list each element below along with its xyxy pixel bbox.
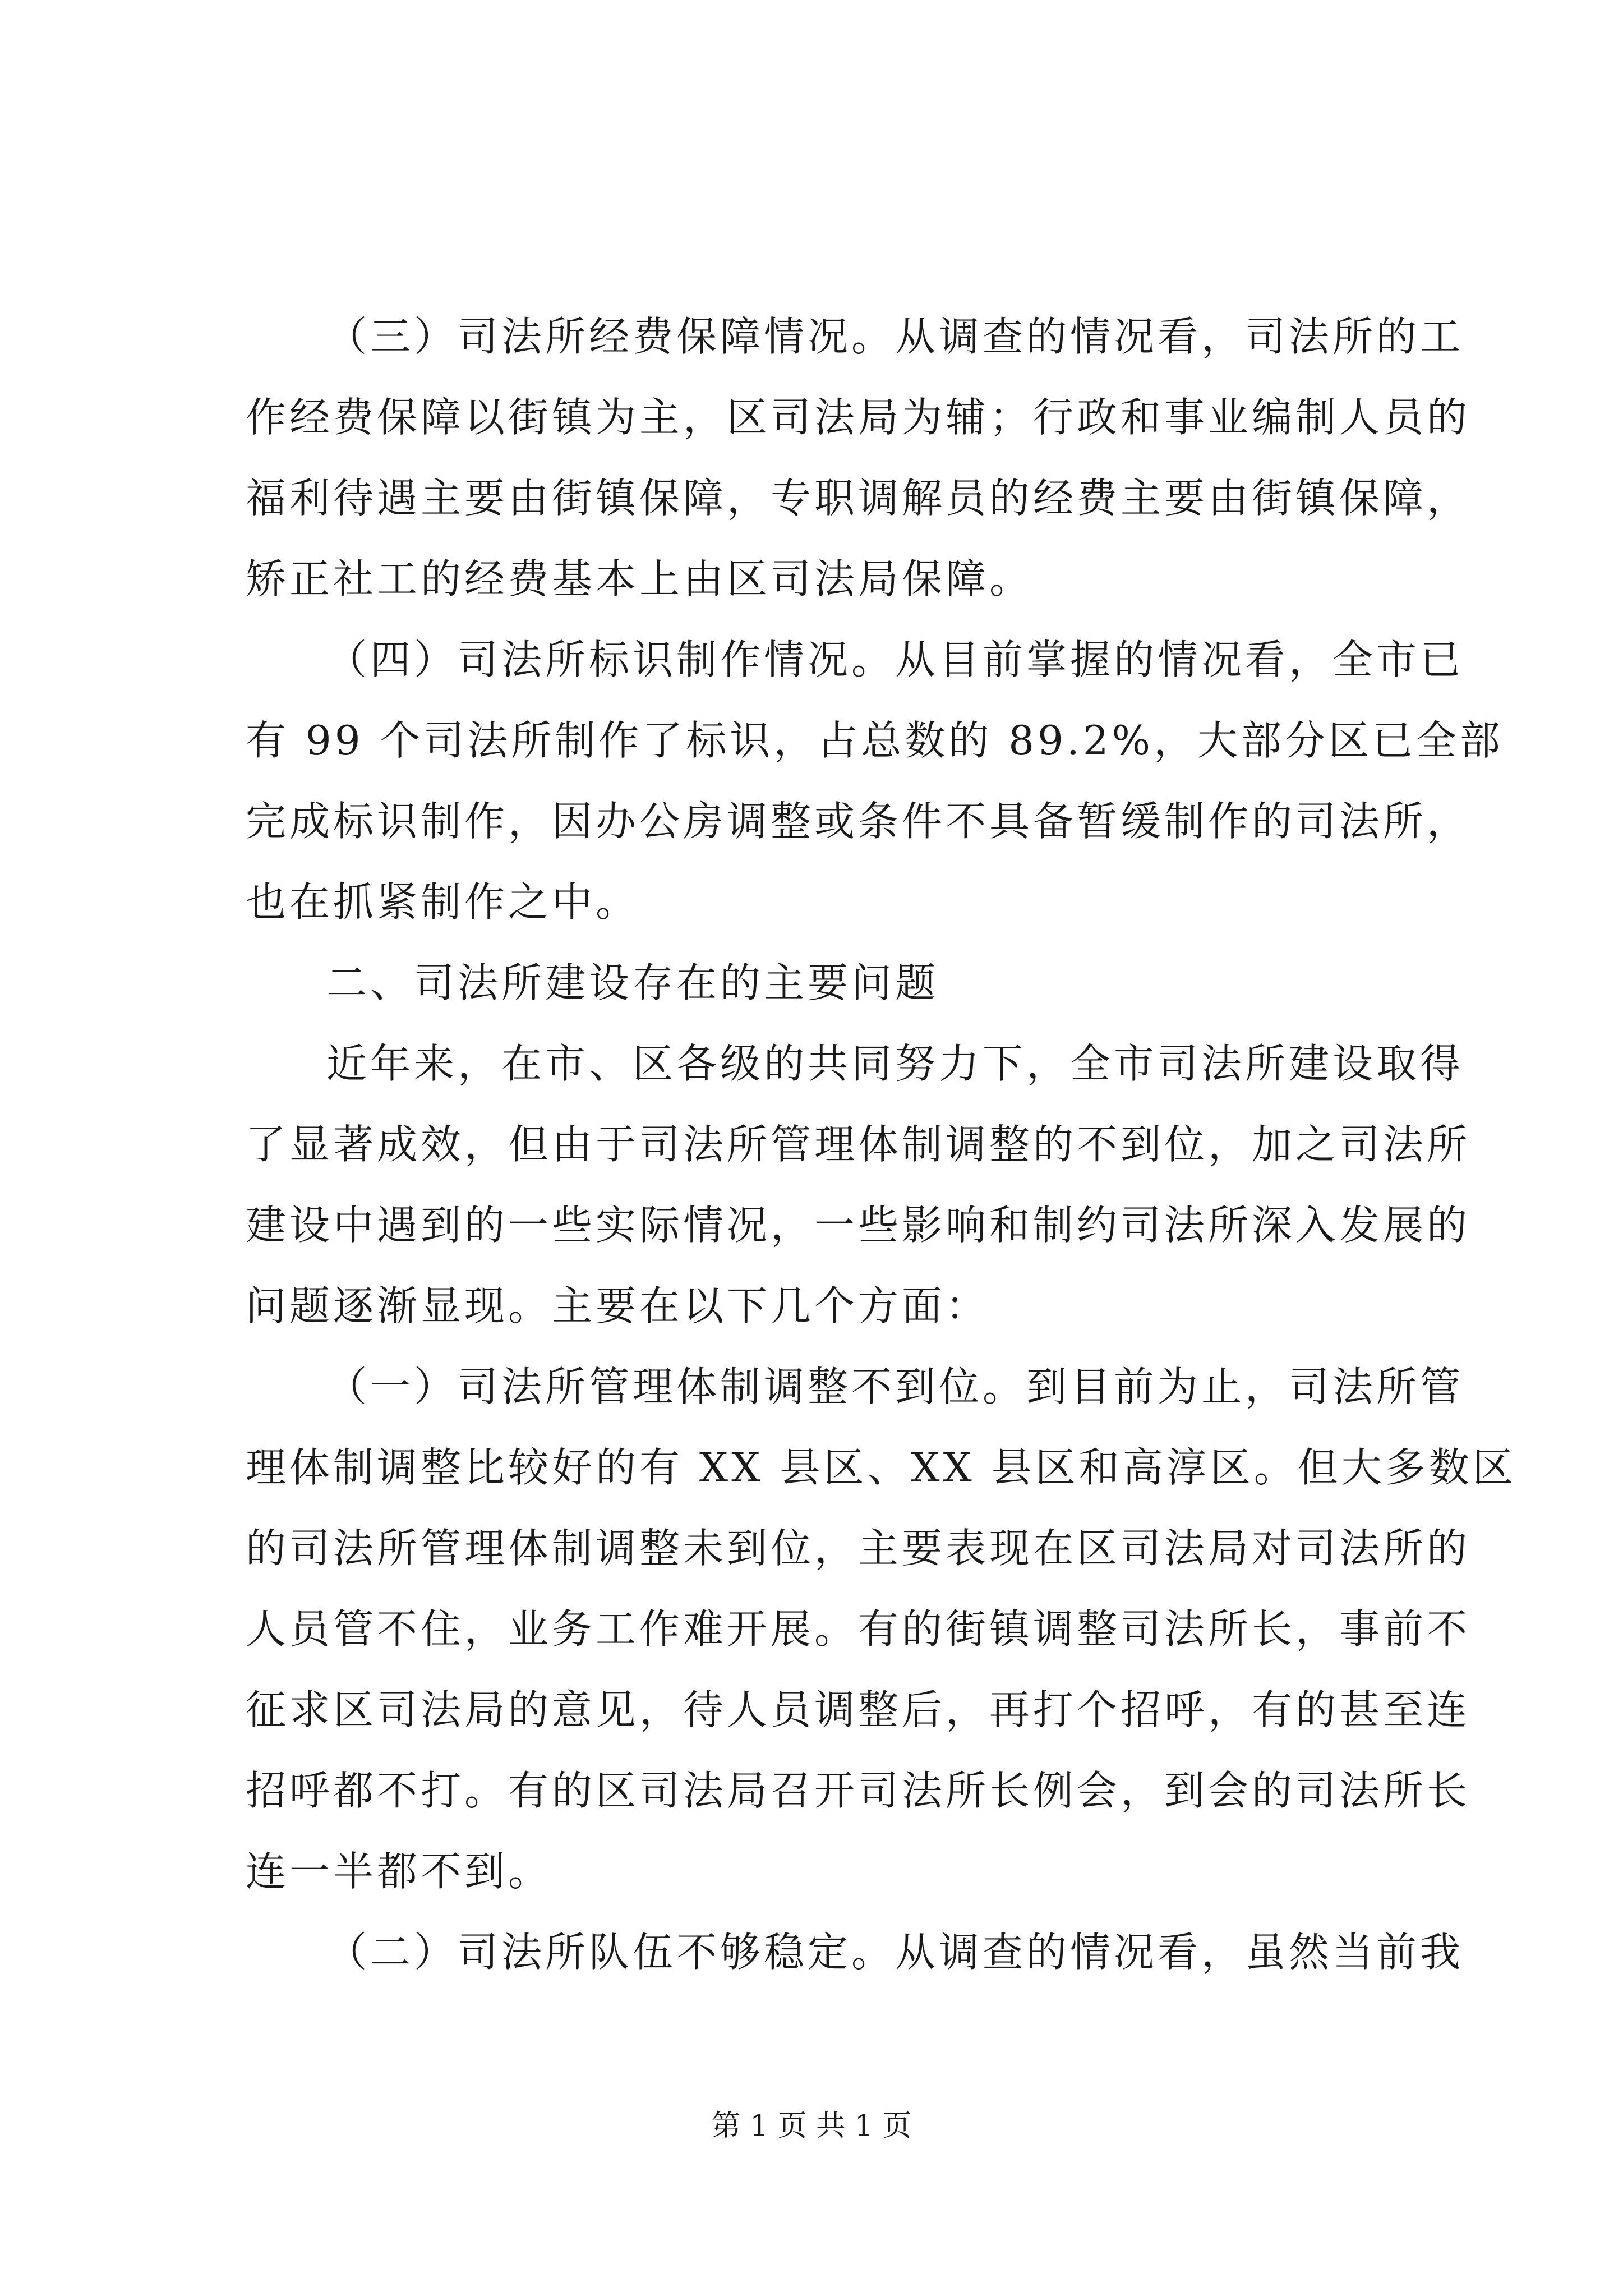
paragraph-line: 完成标识制作，因办公房调整或条件不具备暂缓制作的司法所， [246,798,1471,845]
paragraph-line: （一）司法所管理体制调整不到位。到目前为止，司法所管 [326,1363,1464,1410]
paragraph-line: 了显著成效，但由于司法所管理体制调整的不到位，加之司法所 [246,1121,1471,1168]
paragraph-line: 招呼都不打。有的区司法局召开司法所长例会，到会的司法所长 [246,1767,1471,1814]
document-body [246,296,1516,1993]
paragraph-line: （四）司法所标识制作情况。从目前掌握的情况看，全市已 [326,636,1464,683]
paragraph-line: 近年来，在市、区各级的共同努力下，全市司法所建设取得 [326,1040,1464,1087]
paragraph-line: 有 99 个司法所制作了标识，占总数的 89.2%，大部分区已全部 [246,717,1504,764]
paragraph-line: 征求区司法局的意见，待人员调整后，再打个招呼，有的甚至连 [246,1686,1471,1733]
paragraph-line: 连一半都不到。 [246,1848,552,1895]
paragraph-line: 问题逐渐显现。主要在以下几个方面： [246,1282,990,1329]
paragraph-line: 建设中遇到的一些实际情况，一些影响和制约司法所深入发展的 [246,1202,1471,1249]
paragraph-line: 人员管不住，业务工作难开展。有的街镇调整司法所长，事前不 [246,1605,1471,1653]
paragraph-line: 理体制调整比较好的有 XX 县区、XX 县区和高淳区。但大多数区 [246,1444,1516,1491]
paragraph-line: （三）司法所经费保障情况。从调查的情况看，司法所的工 [326,313,1464,360]
paragraph-line: 也在抓紧制作之中。 [246,878,640,926]
paragraph-line: 的司法所管理体制调整未到位，主要表现在区司法局对司法所的 [246,1525,1471,1572]
paragraph-line: 福利待遇主要由街镇保障，专职调解员的经费主要由街镇保障， [246,475,1471,522]
paragraph-line: （二）司法所队伍不够稳定。从调查的情况看，虽然当前我 [326,1929,1464,1976]
paragraph-line: 矫正社工的经费基本上由区司法局保障。 [246,555,1034,602]
section-heading: 二、司法所建设存在的主要问题 [326,959,939,1006]
page-number-footer: 第 1 页 共 1 页 [711,2109,912,2143]
paragraph-line: 作经费保障以街镇为主，区司法局为辅；行政和事业编制人员的 [246,394,1471,441]
